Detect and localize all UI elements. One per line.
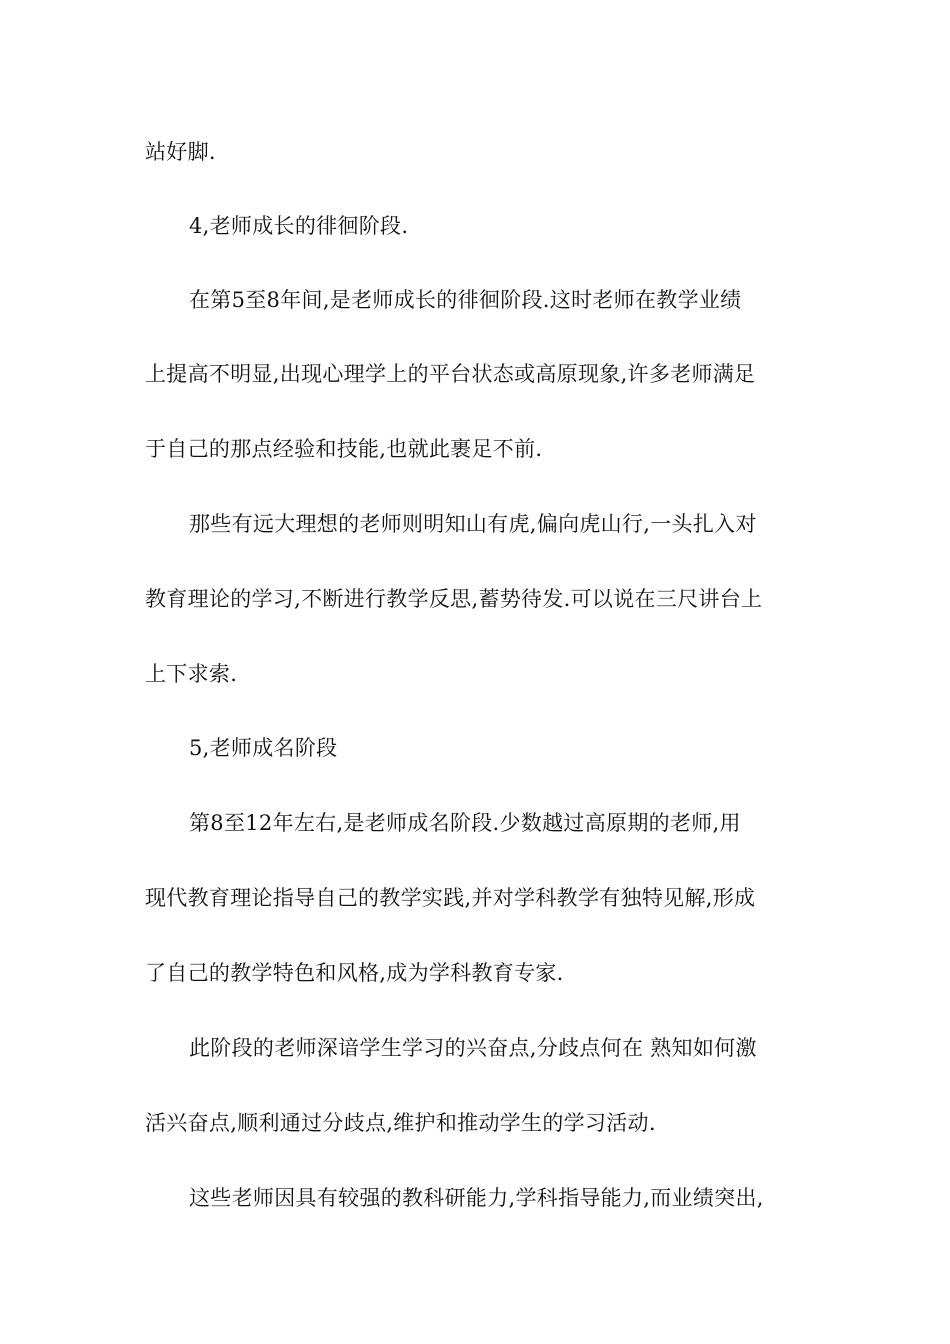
text-line: 在第5至8年间,是老师成长的徘徊阶段.这时老师在教学业绩 [189,288,742,312]
section-heading: 4,老师成长的徘徊阶段. [189,214,409,238]
text-line: 这些老师因具有较强的教科研能力,学科指导能力,而业绩突出, [189,1186,764,1210]
text-line: 上下求索. [145,662,238,686]
text-line: 活兴奋点,顺利通过分歧点,维护和推动学生的学习活动. [145,1111,656,1135]
text-line: 上提高不明显,出现心理学上的平台状态或高原现象,许多老师满足 [145,362,756,386]
text-line: 第8至12年左右,是老师成名阶段.少数越过高原期的老师,用 [189,811,741,835]
text-line: 了自己的教学特色和风格,成为学科教育专家. [145,961,564,985]
text-line: 此阶段的老师深谙学生学习的兴奋点,分歧点何在 熟知如何激 [189,1036,757,1060]
text-line: 于自己的那点经验和技能,也就此裹足不前. [145,437,543,461]
text-line: 教育理论的学习,不断进行教学反思,蓄势待发.可以说在三尺讲台上 [145,587,763,611]
text-line: 现代教育理论指导自己的教学实践,并对学科教学有独特见解,形成 [145,886,756,910]
text-line: 站好脚. [145,140,216,164]
section-heading: 5,老师成名阶段 [189,736,338,760]
text-line: 那些有远大理想的老师则明知山有虎,偏向虎山行,一头扎入对 [189,512,757,536]
